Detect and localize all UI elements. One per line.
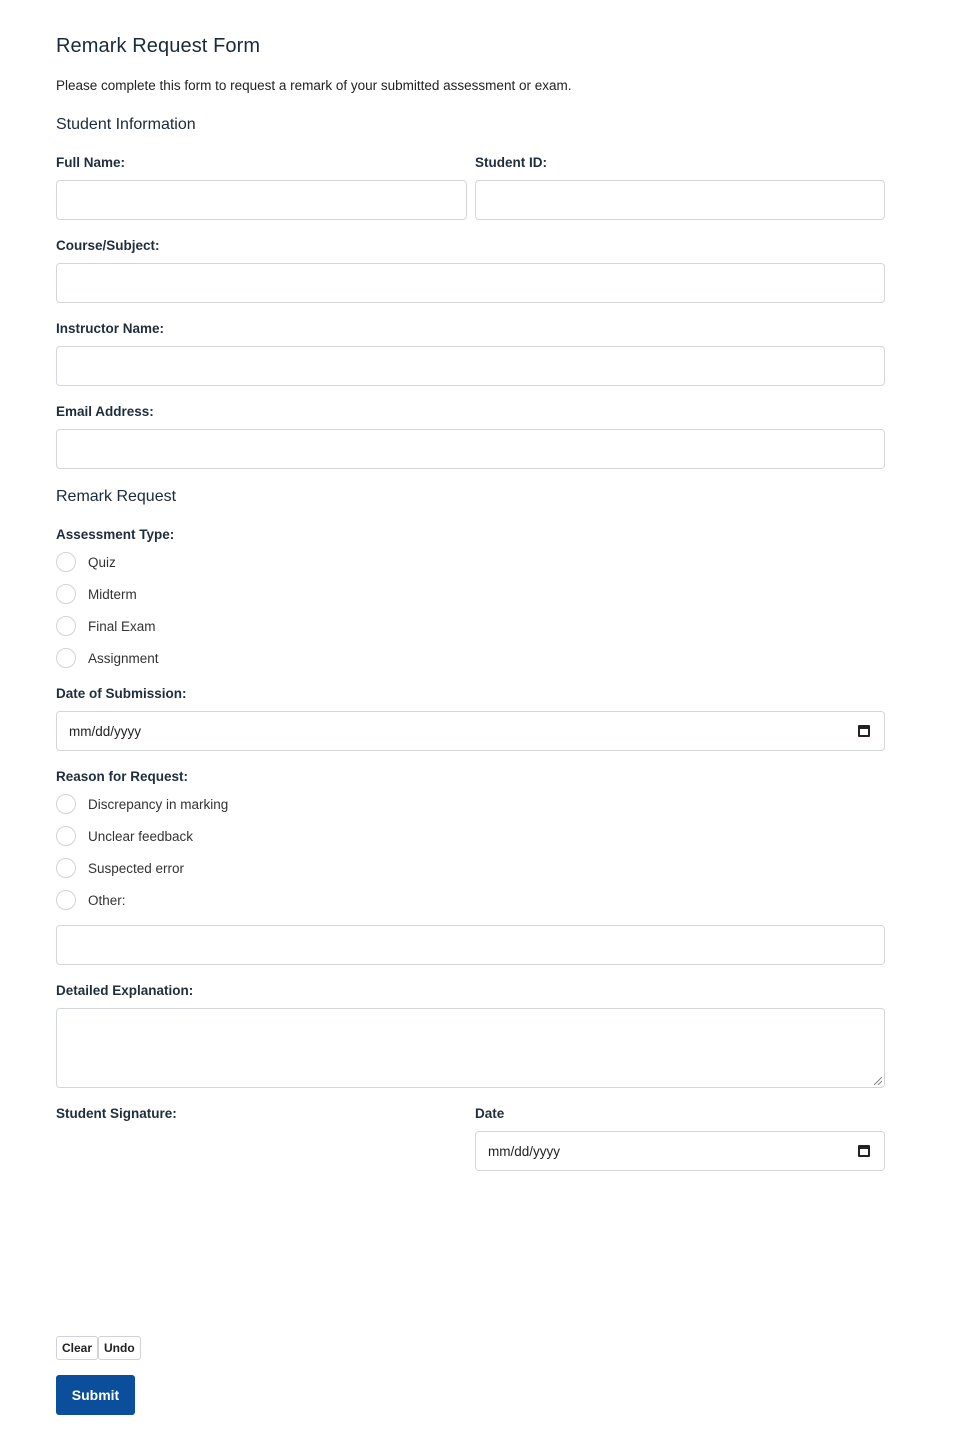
radio-label: Suspected error [88, 860, 185, 876]
date-placeholder: mm/dd/yyyy [488, 1143, 561, 1159]
resize-handle-icon[interactable] [874, 1077, 882, 1085]
radio-button[interactable] [56, 826, 76, 846]
radio-label: Midterm [88, 586, 137, 602]
explanation-label: Detailed Explanation: [56, 983, 194, 998]
reason-option-other[interactable] [56, 889, 126, 911]
assessment-option-final-exam[interactable] [56, 615, 156, 637]
reason-option-suspected-error[interactable] [56, 857, 184, 879]
radio-button[interactable] [56, 890, 76, 910]
signature-pad[interactable] [56, 1128, 467, 1328]
course-input[interactable] [56, 263, 885, 303]
radio-label: Quiz [88, 554, 116, 570]
section-heading-remark-request: Remark Request [56, 488, 177, 505]
section-heading-student-info: Student Information [56, 116, 196, 133]
assessment-option-assignment[interactable] [56, 647, 159, 669]
signature-date-input[interactable] [475, 1131, 885, 1171]
radio-button[interactable] [56, 858, 76, 878]
full-name-input[interactable] [56, 180, 467, 220]
reason-label: Reason for Request: [56, 769, 189, 784]
radio-label: Final Exam [88, 618, 156, 634]
clear-signature-button[interactable]: Clear [56, 1336, 98, 1360]
undo-signature-button[interactable]: Undo [98, 1336, 141, 1360]
radio-label: Other: [88, 892, 126, 908]
calendar-icon[interactable] [858, 1145, 870, 1157]
radio-label: Assignment [88, 650, 159, 666]
instructor-input[interactable] [56, 346, 885, 386]
date-placeholder: mm/dd/yyyy [69, 723, 142, 739]
email-input[interactable] [56, 429, 885, 469]
assessment-type-label: Assessment Type: [56, 527, 175, 542]
radio-button[interactable] [56, 552, 76, 572]
signature-label: Student Signature: [56, 1106, 177, 1121]
student-id-input[interactable] [475, 180, 885, 220]
radio-button[interactable] [56, 584, 76, 604]
submission-date-input[interactable] [56, 711, 885, 751]
explanation-textarea[interactable] [56, 1008, 885, 1088]
reason-option-discrepancy[interactable] [56, 793, 228, 815]
submission-date-label: Date of Submission: [56, 686, 187, 701]
radio-label: Unclear feedback [88, 828, 194, 844]
page-title: Remark Request Form [56, 35, 261, 57]
radio-button[interactable] [56, 616, 76, 636]
submit-button[interactable]: Submit [56, 1375, 135, 1415]
form-intro: Please complete this form to request a remark of your submitted assessment or exam. [56, 78, 572, 93]
full-name-label: Full Name: [56, 155, 126, 170]
radio-label: Discrepancy in marking [88, 796, 229, 812]
assessment-option-midterm[interactable] [56, 583, 137, 605]
radio-button[interactable] [56, 648, 76, 668]
course-label: Course/Subject: [56, 238, 160, 253]
signature-date-label: Date [475, 1106, 505, 1121]
instructor-label: Instructor Name: [56, 321, 165, 336]
assessment-option-quiz[interactable] [56, 551, 116, 573]
email-label: Email Address: [56, 404, 154, 419]
other-reason-input[interactable] [56, 925, 885, 965]
radio-button[interactable] [56, 794, 76, 814]
reason-option-unclear-feedback[interactable] [56, 825, 193, 847]
student-id-label: Student ID: [475, 155, 547, 170]
calendar-icon[interactable] [858, 725, 870, 737]
